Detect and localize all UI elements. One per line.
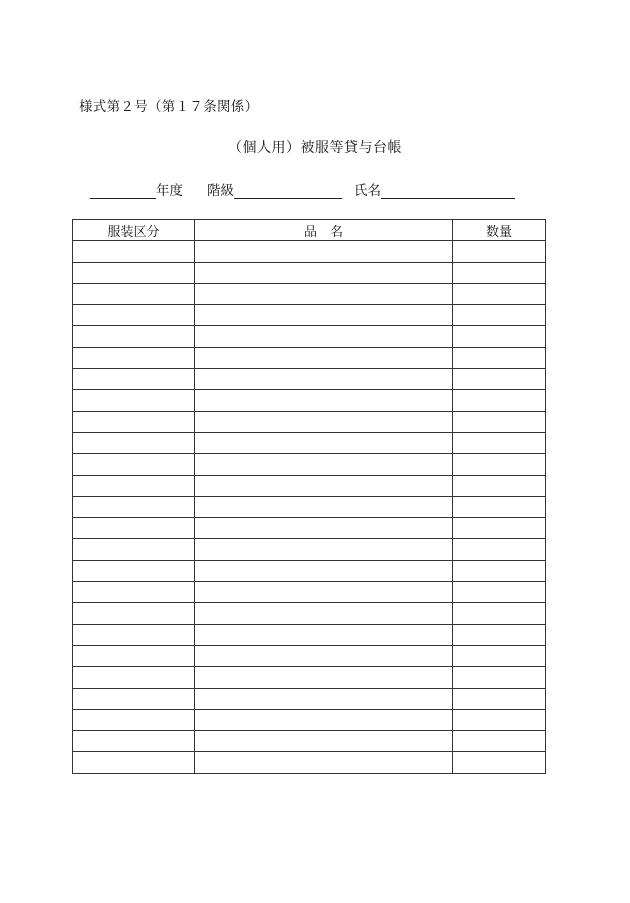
cell-item-name[interactable] <box>195 560 453 581</box>
cell-clothing-category[interactable] <box>73 752 195 773</box>
cell-clothing-category[interactable] <box>73 262 195 283</box>
cell-clothing-category[interactable] <box>73 432 195 453</box>
table-row <box>73 603 546 624</box>
table-row <box>73 560 546 581</box>
cell-quantity[interactable] <box>453 432 546 453</box>
cell-quantity[interactable] <box>453 411 546 432</box>
cell-quantity[interactable] <box>453 603 546 624</box>
table-row <box>73 411 546 432</box>
cell-item-name[interactable] <box>195 688 453 709</box>
name-blank[interactable] <box>381 184 515 199</box>
cell-item-name[interactable] <box>195 432 453 453</box>
cell-clothing-category[interactable] <box>73 411 195 432</box>
name-label: 氏名 <box>354 183 381 199</box>
cell-quantity[interactable] <box>453 241 546 262</box>
table-body <box>73 241 546 773</box>
cell-item-name[interactable] <box>195 305 453 326</box>
cell-quantity[interactable] <box>453 347 546 368</box>
cell-quantity[interactable] <box>453 475 546 496</box>
cell-clothing-category[interactable] <box>73 305 195 326</box>
cell-item-name[interactable] <box>195 731 453 752</box>
cell-quantity[interactable] <box>453 518 546 539</box>
cell-item-name[interactable] <box>195 369 453 390</box>
cell-clothing-category[interactable] <box>73 667 195 688</box>
cell-clothing-category[interactable] <box>73 731 195 752</box>
table-row <box>73 709 546 730</box>
header-quantity: 数量 <box>453 220 546 241</box>
cell-clothing-category[interactable] <box>73 603 195 624</box>
cell-item-name[interactable] <box>195 390 453 411</box>
year-label: 年度 <box>156 183 183 199</box>
cell-quantity[interactable] <box>453 283 546 304</box>
cell-clothing-category[interactable] <box>73 518 195 539</box>
table-row <box>73 582 546 603</box>
cell-clothing-category[interactable] <box>73 645 195 666</box>
cell-item-name[interactable] <box>195 262 453 283</box>
cell-quantity[interactable] <box>453 262 546 283</box>
cell-item-name[interactable] <box>195 347 453 368</box>
cell-quantity[interactable] <box>453 731 546 752</box>
cell-quantity[interactable] <box>453 326 546 347</box>
cell-item-name[interactable] <box>195 454 453 475</box>
cell-quantity[interactable] <box>453 645 546 666</box>
year-blank[interactable] <box>90 184 156 199</box>
cell-clothing-category[interactable] <box>73 709 195 730</box>
table-row <box>73 432 546 453</box>
table-row <box>73 496 546 517</box>
cell-quantity[interactable] <box>453 709 546 730</box>
cell-item-name[interactable] <box>195 241 453 262</box>
rank-label: 階級 <box>207 183 234 199</box>
form-number: 様式第２号（第１７条関係） <box>79 99 259 115</box>
cell-item-name[interactable] <box>195 411 453 432</box>
table-row <box>73 688 546 709</box>
table-row <box>73 518 546 539</box>
cell-item-name[interactable] <box>195 326 453 347</box>
document-title: （個人用）被服等貸与台帳 <box>228 140 402 156</box>
cell-clothing-category[interactable] <box>73 326 195 347</box>
cell-clothing-category[interactable] <box>73 688 195 709</box>
table-row <box>73 326 546 347</box>
table-row <box>73 475 546 496</box>
cell-item-name[interactable] <box>195 475 453 496</box>
cell-quantity[interactable] <box>453 390 546 411</box>
cell-clothing-category[interactable] <box>73 624 195 645</box>
table-header-row <box>73 220 546 241</box>
table-row <box>73 369 546 390</box>
cell-item-name[interactable] <box>195 667 453 688</box>
table-row <box>73 305 546 326</box>
cell-clothing-category[interactable] <box>73 539 195 560</box>
cell-quantity[interactable] <box>453 582 546 603</box>
cell-clothing-category[interactable] <box>73 582 195 603</box>
cell-clothing-category[interactable] <box>73 454 195 475</box>
table-row <box>73 752 546 773</box>
cell-item-name[interactable] <box>195 582 453 603</box>
cell-quantity[interactable] <box>453 496 546 517</box>
table-row <box>73 390 546 411</box>
header-clothing-category: 服装区分 <box>73 220 195 241</box>
cell-item-name[interactable] <box>195 752 453 773</box>
cell-item-name[interactable] <box>195 645 453 666</box>
cell-clothing-category[interactable] <box>73 241 195 262</box>
loan-ledger-table <box>72 219 546 774</box>
cell-quantity[interactable] <box>453 454 546 475</box>
cell-item-name[interactable] <box>195 603 453 624</box>
cell-item-name[interactable] <box>195 283 453 304</box>
cell-quantity[interactable] <box>453 539 546 560</box>
cell-quantity[interactable] <box>453 560 546 581</box>
cell-item-name[interactable] <box>195 624 453 645</box>
cell-quantity[interactable] <box>453 688 546 709</box>
table-row <box>73 241 546 262</box>
table-row <box>73 262 546 283</box>
cell-quantity[interactable] <box>453 624 546 645</box>
cell-item-name[interactable] <box>195 496 453 517</box>
cell-item-name[interactable] <box>195 539 453 560</box>
cell-clothing-category[interactable] <box>73 347 195 368</box>
cell-clothing-category[interactable] <box>73 369 195 390</box>
cell-clothing-category[interactable] <box>73 560 195 581</box>
cell-item-name[interactable] <box>195 518 453 539</box>
table-row <box>73 667 546 688</box>
cell-clothing-category[interactable] <box>73 390 195 411</box>
header-fields <box>90 179 515 197</box>
rank-blank[interactable] <box>234 184 342 199</box>
cell-clothing-category[interactable] <box>73 496 195 517</box>
table-row <box>73 731 546 752</box>
cell-clothing-category[interactable] <box>73 475 195 496</box>
cell-quantity[interactable] <box>453 305 546 326</box>
cell-quantity[interactable] <box>453 752 546 773</box>
cell-clothing-category[interactable] <box>73 283 195 304</box>
header-item-name: 品 名 <box>195 220 453 241</box>
table-row <box>73 454 546 475</box>
cell-item-name[interactable] <box>195 709 453 730</box>
cell-quantity[interactable] <box>453 667 546 688</box>
cell-quantity[interactable] <box>453 369 546 390</box>
table-row <box>73 539 546 560</box>
table-row <box>73 645 546 666</box>
table-row <box>73 347 546 368</box>
table-row <box>73 624 546 645</box>
table-row <box>73 283 546 304</box>
